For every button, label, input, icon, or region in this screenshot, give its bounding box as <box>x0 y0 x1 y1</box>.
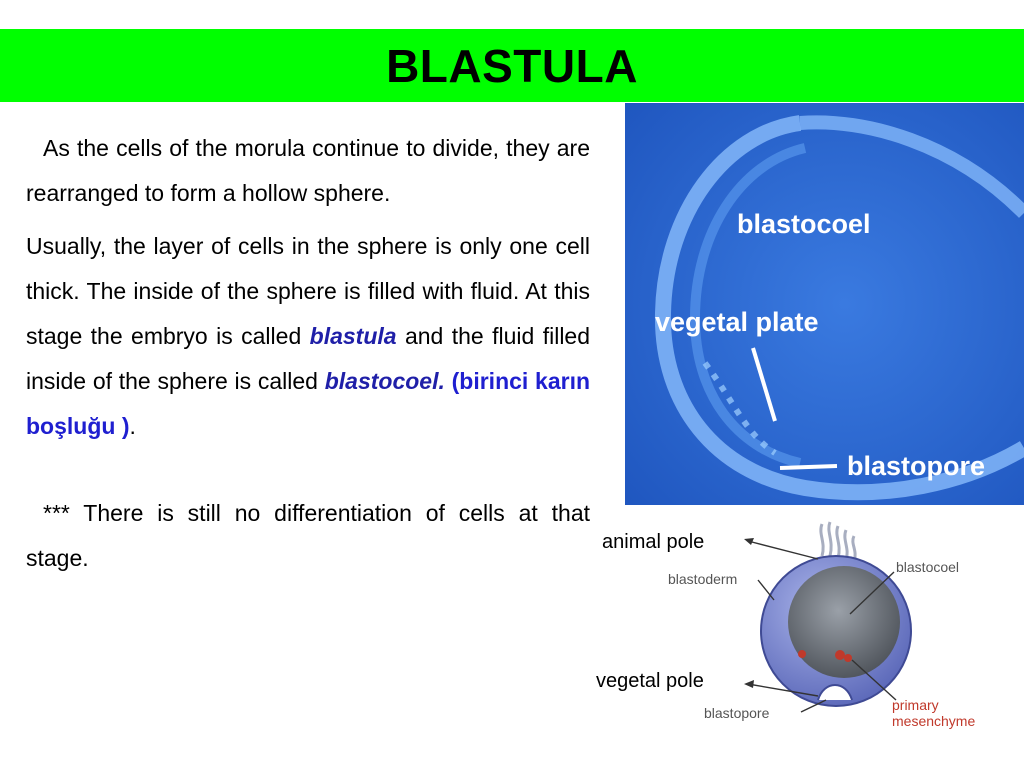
label-animal-pole: animal pole <box>602 531 705 553</box>
blastula-micrograph <box>625 103 1024 505</box>
blastula-diagram <box>596 514 1024 768</box>
vegetal-pole-arrowhead <box>744 680 754 688</box>
label-blastopore: blastopore <box>847 451 986 481</box>
label-vegetal-pole: vegetal pole <box>596 670 704 692</box>
mesenchyme-cell <box>844 654 852 662</box>
keyword-blastocoel: blastocoel. <box>324 368 445 394</box>
body-text <box>26 126 590 589</box>
spacer <box>26 457 590 491</box>
paragraph-2-part-1: Usually, the layer of cells in the sphere is only one cell thick. The inside of the sphere is filled with fluid. At this stage the embryo is called <box>26 233 590 349</box>
paragraph-3: *** There is still no differentiation of cells at that stage. <box>26 500 590 571</box>
label-primary-line1: primary <box>892 697 939 713</box>
label-blastocoel: blastocoel <box>737 209 871 239</box>
label-blastopore-diagram: blastopore <box>704 705 770 721</box>
label-blastoderm: blastoderm <box>668 571 738 587</box>
turkish-translation: (birinci karın boşluğu ) <box>26 368 591 439</box>
slide-title: BLASTULA <box>386 39 638 92</box>
mesenchyme-cell <box>835 650 845 660</box>
mesenchyme-cell <box>798 650 806 658</box>
paragraph-1: As the cells of the morula continue to divide, they are rearranged to form a hollow sphere. <box>26 135 590 206</box>
paragraph-2-part-2: and the fluid filled inside of the sphere is called <box>26 323 591 394</box>
label-blastocoel-diagram: blastocoel <box>896 559 960 575</box>
label-vegetal-plate: vegetal plate <box>655 307 819 337</box>
paragraph-2 <box>26 224 590 449</box>
label-primary-line2: mesenchyme <box>892 713 976 729</box>
blastopore-pointer <box>780 466 837 468</box>
micrograph-image <box>625 103 1024 505</box>
animal-pole-arrowhead <box>744 538 754 545</box>
title-bar <box>0 29 1024 102</box>
paragraph-2-end: . <box>129 413 136 439</box>
keyword-blastula: blastula <box>309 323 397 349</box>
